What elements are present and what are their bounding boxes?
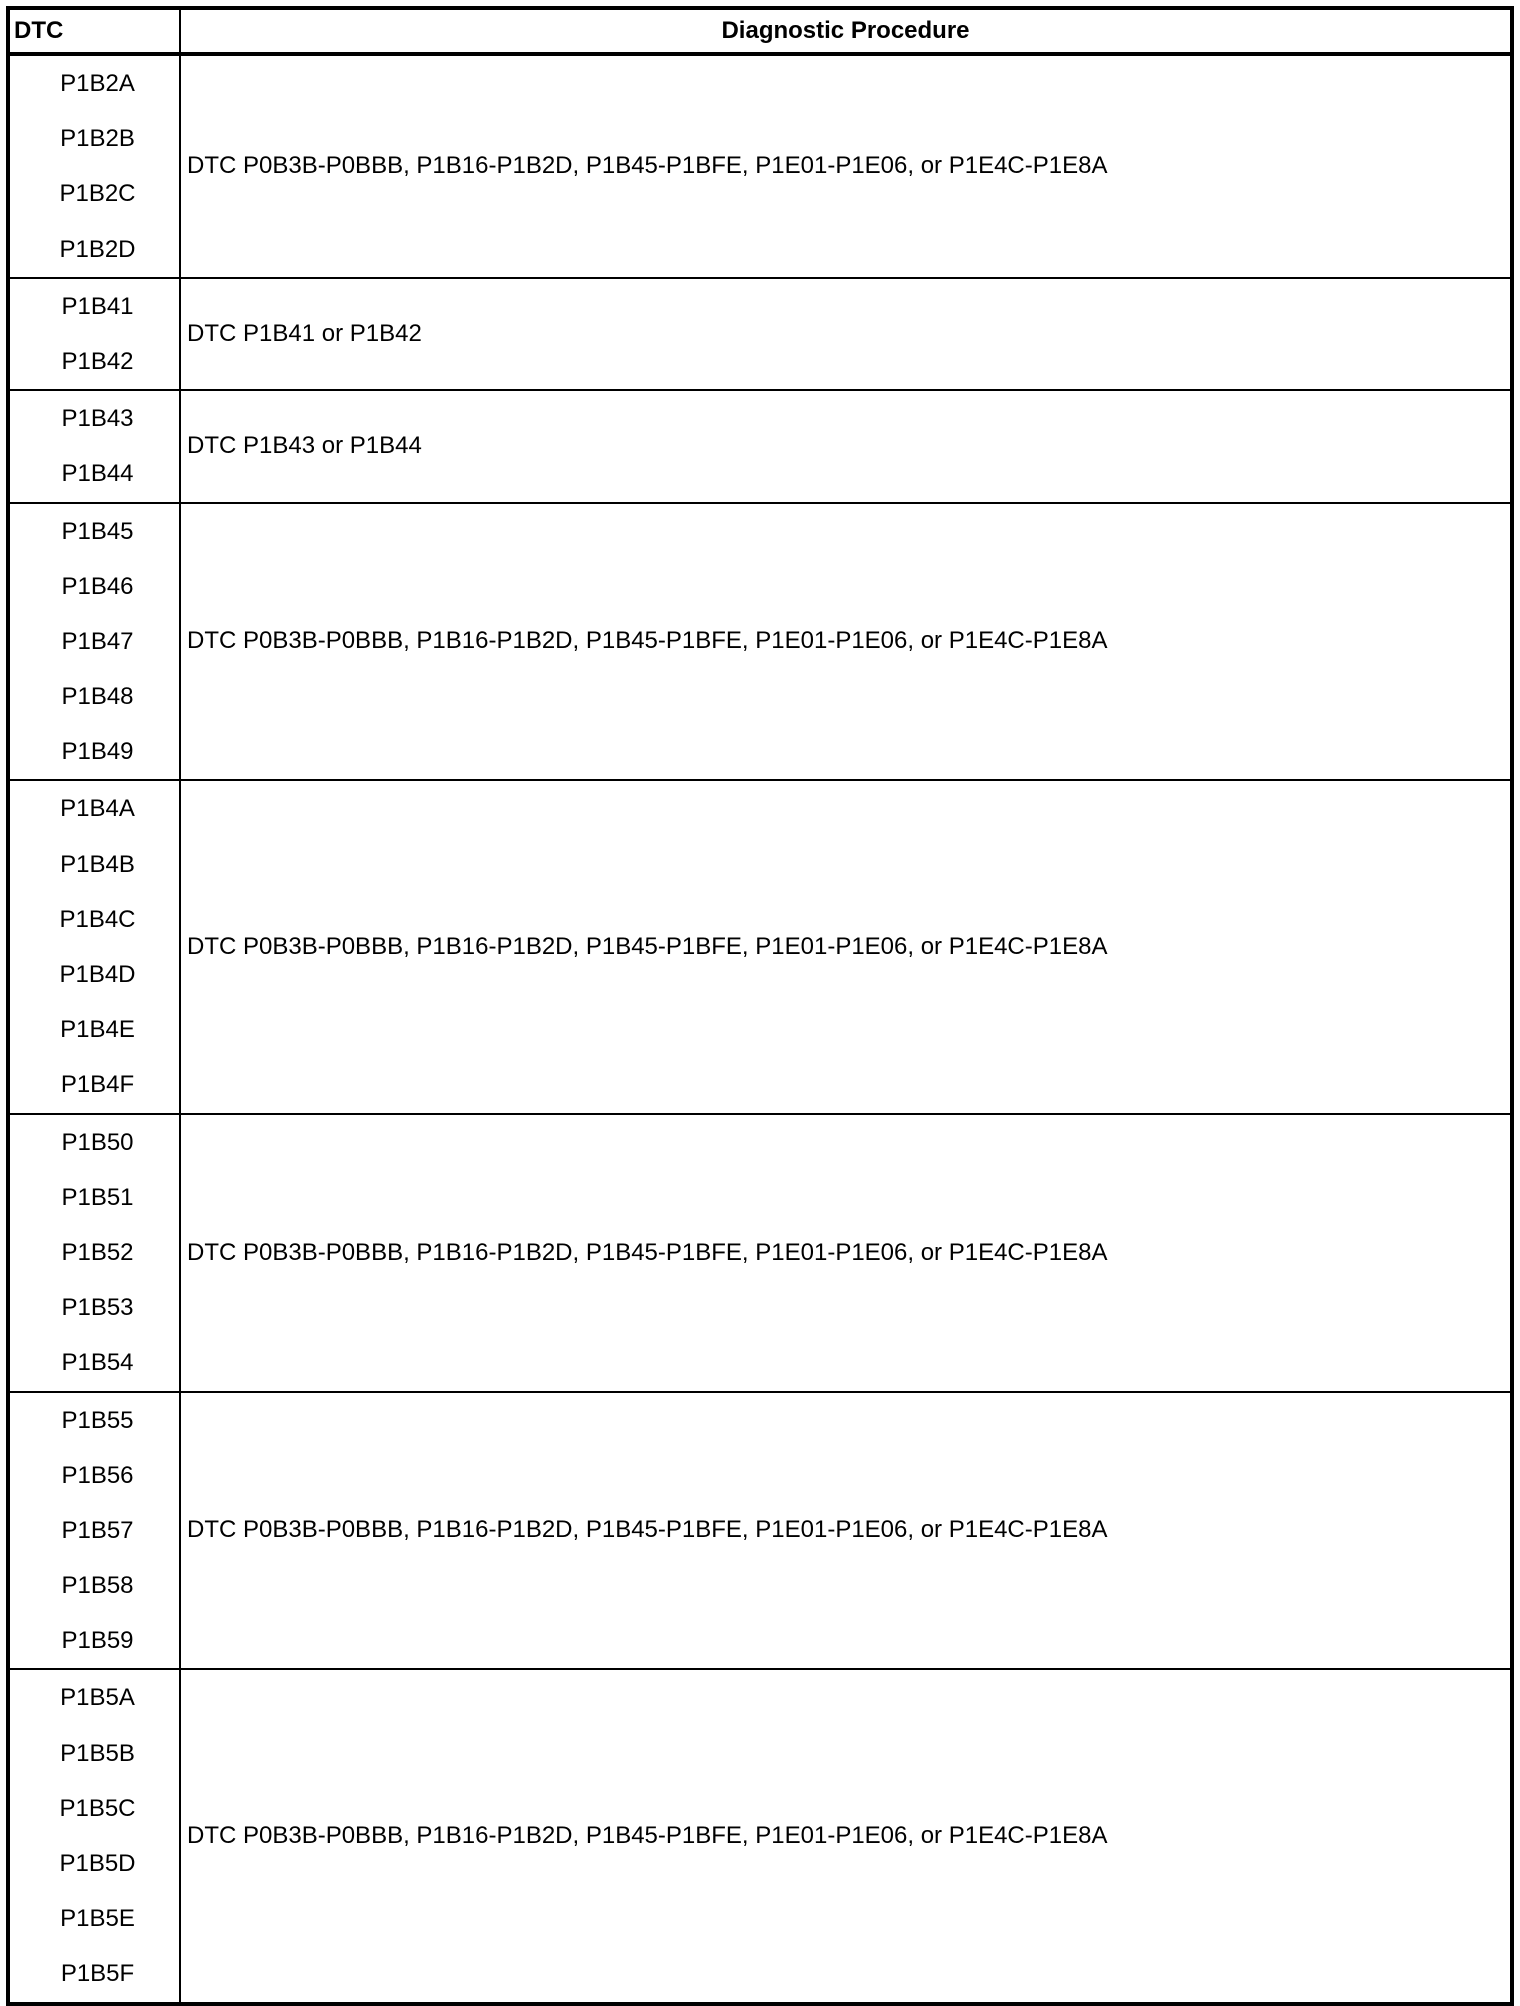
dtc-code: P1B5D	[59, 1850, 136, 1877]
procedure-cell: DTC P0B3B-P0BBB, P1B16-P1B2D, P1B45-P1BFE, P1E01-P1E06, or P1E4C-P1E8A	[187, 933, 1108, 960]
dtc-table	[6, 6, 1514, 2006]
dtc-code: P1B5C	[59, 1794, 136, 1822]
dtc-code: P1B59	[61, 1627, 134, 1655]
dtc-code: P1B52	[61, 1238, 134, 1266]
dtc-code-list	[10, 1670, 181, 2001]
table-row	[10, 56, 1510, 279]
dtc-code: P1B48	[61, 683, 134, 711]
dtc-code: P1B53	[61, 1294, 134, 1322]
dtc-code: P1B2D	[59, 235, 136, 263]
dtc-code-list	[10, 1115, 181, 1391]
table-header-row	[10, 10, 1510, 56]
dtc-code: P1B4F	[60, 1071, 135, 1099]
dtc-code: P1B45	[61, 517, 134, 545]
table-row	[10, 279, 1510, 391]
dtc-code: P1B42	[61, 347, 134, 375]
dtc-code: P1B41	[61, 292, 134, 320]
dtc-code: P1B5A	[60, 1684, 135, 1712]
table-row	[10, 781, 1510, 1114]
dtc-code-list	[10, 56, 181, 277]
dtc-code: P1B4A	[60, 795, 135, 823]
dtc-column-header: DTC	[10, 10, 181, 52]
table-row	[10, 1115, 1510, 1393]
table-row	[10, 1393, 1510, 1671]
procedure-column-header: Diagnostic Procedure	[721, 17, 970, 44]
dtc-code: P1B47	[61, 627, 134, 655]
dtc-code: P1B58	[61, 1572, 134, 1600]
dtc-code-list	[10, 781, 181, 1112]
table-row	[10, 1670, 1510, 2001]
table-row	[10, 504, 1510, 782]
procedure-cell: DTC P1B41 or P1B42	[187, 319, 422, 347]
dtc-code: P1B2B	[60, 125, 135, 153]
dtc-code: P1B5E	[60, 1905, 135, 1933]
dtc-code: P1B4B	[60, 850, 135, 878]
dtc-code-list	[10, 1393, 181, 1669]
dtc-code: P1B2C	[59, 180, 136, 208]
dtc-code: P1B43	[61, 405, 134, 433]
procedure-cell: DTC P0B3B-P0BBB, P1B16-P1B2D, P1B45-P1BFE, P1E01-P1E06, or P1E4C-P1E8A	[187, 627, 1108, 655]
dtc-code: P1B46	[61, 572, 134, 600]
dtc-code: P1B4E	[60, 1016, 135, 1044]
dtc-code: P1B50	[61, 1128, 134, 1156]
procedure-cell: DTC P0B3B-P0BBB, P1B16-P1B2D, P1B45-P1BFE, P1E01-P1E06, or P1E4C-P1E8A	[187, 1822, 1108, 1849]
procedure-cell: DTC P0B3B-P0BBB, P1B16-P1B2D, P1B45-P1BFE, P1E01-P1E06, or P1E4C-P1E8A	[187, 1238, 1108, 1266]
dtc-code: P1B4C	[59, 905, 136, 933]
dtc-code-list	[10, 391, 181, 501]
dtc-code-list	[10, 504, 181, 780]
procedure-cell: DTC P0B3B-P0BBB, P1B16-P1B2D, P1B45-P1BFE, P1E01-P1E06, or P1E4C-P1E8A	[187, 1516, 1108, 1544]
dtc-code: P1B5B	[60, 1739, 135, 1767]
procedure-cell: DTC P1B43 or P1B44	[187, 432, 422, 460]
dtc-code: P1B49	[61, 738, 134, 766]
dtc-code: P1B5F	[60, 1960, 135, 1988]
dtc-code: P1B4D	[59, 961, 136, 988]
dtc-code: P1B51	[61, 1183, 134, 1211]
procedure-cell: DTC P0B3B-P0BBB, P1B16-P1B2D, P1B45-P1BFE, P1E01-P1E06, or P1E4C-P1E8A	[187, 152, 1108, 180]
dtc-code: P1B56	[61, 1461, 134, 1489]
dtc-code: P1B55	[61, 1406, 134, 1434]
dtc-code: P1B44	[61, 460, 134, 488]
table-row	[10, 391, 1510, 503]
dtc-code-list	[10, 279, 181, 389]
dtc-code: P1B54	[61, 1349, 134, 1377]
dtc-code: P1B57	[61, 1516, 134, 1544]
dtc-code: P1B2A	[60, 70, 135, 97]
